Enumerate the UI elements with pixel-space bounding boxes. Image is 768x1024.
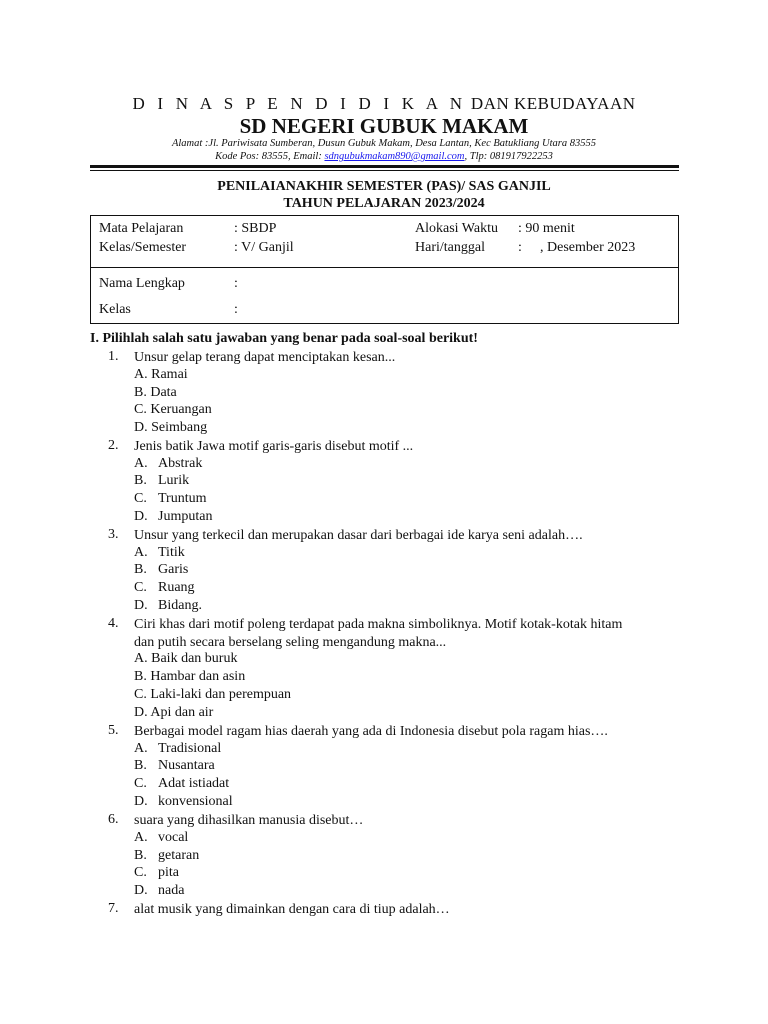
question-text: Jenis batik Jawa motif garis-garis disebut motif ... [134,439,414,454]
question-text: Unsur gelap terang dapat menciptakan kesan... [134,350,396,365]
address-line-2: Kode Pos: 83555, Email: sdngubukmakam890@gmail.com, Tlp: 081917922253 [215,151,553,162]
question-number: 5. [108,723,119,738]
question-text: alat musik yang dimainkan dengan cara di tiup adalah… [134,902,450,917]
class-semester-label: Kelas/Semester [99,240,187,255]
answer-option[interactable]: C. Truntum [134,491,207,506]
answer-option[interactable]: A. Ramai [134,367,188,382]
subject-label: Mata Pelajaran [99,221,184,236]
question-number: 7. [108,901,119,916]
letterhead-divider-thin [90,170,679,171]
agency-name: D I N A S P E N D I D I K A N DAN KEBUDAYAAN [132,94,636,113]
answer-option[interactable]: A. Titik [134,545,185,560]
answer-option[interactable]: A. vocal [134,830,189,845]
class-label: Kelas [99,302,131,317]
answer-option[interactable]: B. Hambar dan asin [134,669,246,684]
question-number: 4. [108,616,119,631]
answer-option[interactable]: A. Tradisional [134,741,222,756]
answer-option[interactable]: B. Nusantara [134,758,215,773]
answer-option[interactable]: D. Bidang. [134,598,202,613]
answer-option[interactable]: A. Baik dan buruk [134,651,238,666]
question-number: 6. [108,812,119,827]
question-text: Berbagai model ragam hias daerah yang ada di Indonesia disebut pola ragam hias…. [134,724,608,739]
answer-option[interactable]: C. Laki-laki dan perempuan [134,687,292,702]
time-allocation-label: Alokasi Waktu [415,221,498,236]
letterhead-divider-thick [90,165,679,168]
answer-option[interactable]: D. nada [134,883,185,898]
class-semester-value: : V/ Ganjil [234,240,294,255]
date-colon: : [518,240,522,255]
answer-option[interactable]: D. konvensional [134,794,233,809]
question-number: 3. [108,527,119,542]
class-field[interactable]: : [234,302,238,317]
answer-option[interactable]: A. Abstrak [134,456,203,471]
subject-value: : SBDP [234,221,277,236]
answer-option[interactable]: C. pita [134,865,179,880]
question-text: suara yang dihasilkan manusia disebut… [134,813,364,828]
answer-option[interactable]: C. Ruang [134,580,195,595]
answer-option[interactable]: B. Garis [134,562,189,577]
section-instruction: I. Pilihlah salah satu jawaban yang benar pada soal-soal berikut! [90,331,478,346]
date-label: Hari/tanggal [415,240,485,255]
answer-option[interactable]: C. Adat istiadat [134,776,230,791]
answer-option[interactable]: C. Keruangan [134,402,212,417]
answer-option[interactable]: B. getaran [134,848,200,863]
answer-option[interactable]: D. Seimbang [134,420,208,435]
full-name-field[interactable]: : [234,276,238,291]
email-link[interactable]: sdngubukmakam890@gmail.com [324,151,465,162]
question-number: 2. [108,438,119,453]
answer-option[interactable]: D. Jumputan [134,509,213,524]
school-name: SD NEGERI GUBUK MAKAM [239,114,529,138]
exam-title: PENILAIANAKHIR SEMESTER (PAS)/ SAS GANJIL [217,179,551,194]
full-name-label: Nama Lengkap [99,276,185,291]
answer-option[interactable]: B. Lurik [134,473,190,488]
date-value: , Desember 2023 [540,240,636,255]
question-text: Unsur yang terkecil dan merupakan dasar dari berbagai ide karya seni adalah…. [134,528,583,543]
answer-option[interactable]: D. Api dan air [134,705,214,720]
address-line-1: Alamat :Jl. Pariwisata Sumberan, Dusun Gubuk Makam, Desa Lantan, Kec Batukliang Utara 83555 [171,138,597,149]
question-text: Ciri khas dari motif poleng terdapat pada makna simboliknya. Motif kotak-kotak hitam dan putih secara berselang seling mengandung makna... [134,617,623,650]
time-allocation-value: : 90 menit [518,221,575,236]
answer-option[interactable]: B. Data [134,385,177,400]
exam-year: TAHUN PELAJARAN 2023/2024 [283,196,485,211]
question-number: 1. [108,349,119,364]
